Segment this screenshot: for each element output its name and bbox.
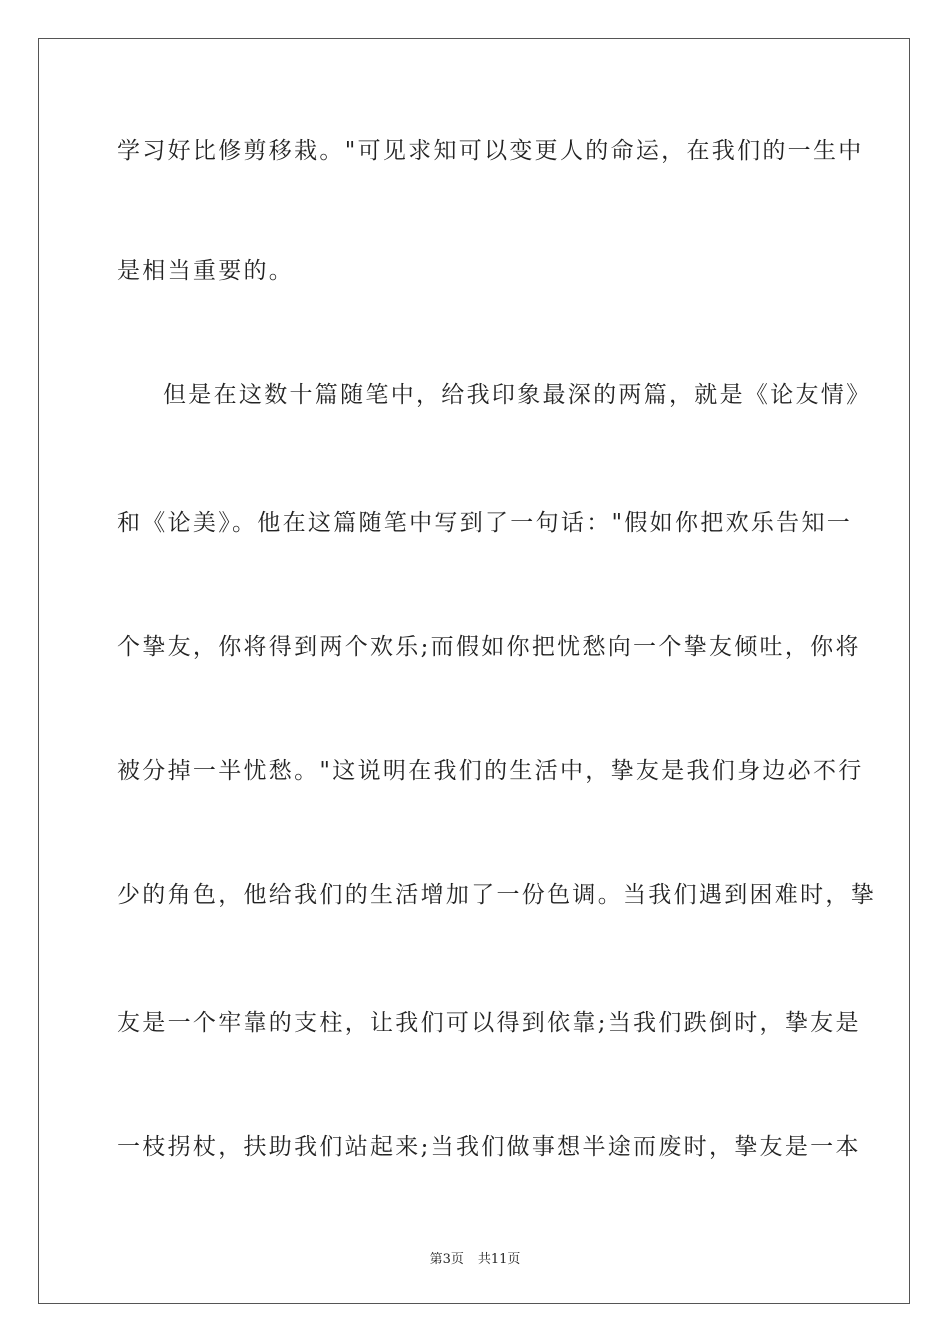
page-footer [0,1248,950,1267]
text-line-6: 被分掉一半忧愁。"这说明在我们的生活中，挚友是我们身边必不行 [117,758,864,784]
page-number: 第3页 [429,1252,464,1267]
text-line-5: 个挚友，你将得到两个欢乐;而假如你把忧愁向一个挚友倾吐，你将 [117,634,861,660]
text-line-3: 但是在这数十篇随笔中，给我印象最深的两篇，就是《论友情》 [163,382,872,408]
page-total: 共11页 [477,1252,521,1267]
text-line-4: 和《论美》。他在这篇随笔中写到了一句话："假如你把欢乐告知一 [117,510,853,536]
text-line-9: 一枝拐杖，扶助我们站起来;当我们做事想半途而废时，挚友是一本 [117,1134,861,1160]
text-line-2: 是相当重要的。 [117,258,295,284]
text-line-7: 少的角色，他给我们的生活增加了一份色调。当我们遇到困难时，挚 [117,882,876,908]
page-border [38,38,910,1304]
text-line-1: 学习好比修剪移栽。"可见求知可以变更人的命运，在我们的一生中 [117,138,864,164]
text-line-8: 友是一个牢靠的支柱，让我们可以得到依靠;当我们跌倒时，挚友是 [117,1010,861,1036]
